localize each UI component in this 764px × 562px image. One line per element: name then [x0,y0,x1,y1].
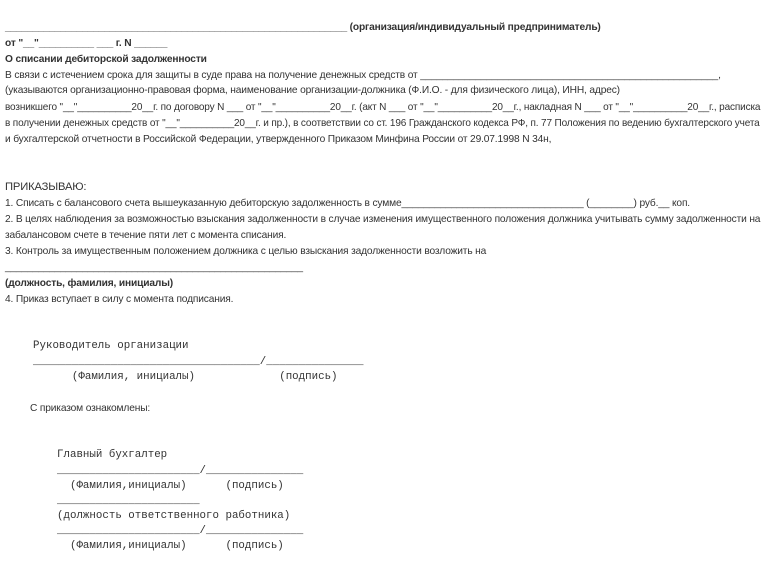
accountant-signature-line: ______________________/_______________ [57,465,304,477]
order-date-number-line: от "__"__________ ___ г. N ______ [5,38,168,49]
preamble-line-3: возникшего "__"__________20__г. по договору N ___ от "__"__________20__г. (акт N ___ от "__"__________20__г., накладная N ___ от "__"__________20__г., расписка [5,102,761,113]
acquainted-label: С приказом ознакомлены: [30,403,151,414]
order-item-2-line-2: забалансовом счете в течение пяти лет с момента списания. [5,230,287,241]
responsible-person-blank: ______________________________________________________ [5,262,303,273]
preamble-line-5: и бухгалтерской отчетности в Российской Федерации, утвержденного Приказом Минфина России от 29.07.1998 N 34н, [5,134,552,145]
preamble-line-2: (указываются организационно-правовая форма, наименование организации-должника (Ф.И.О. - для физического лица), ИНН, адрес) [5,85,620,96]
head-signature-line: ___________________________________/_______________ [33,356,364,368]
organization-line: ______________________________________________________________ (организация/индивидуальный предприниматель) [5,22,601,33]
accountant-signature-caption: (Фамилия,инициалы) (подпись) [57,480,284,492]
document-title: О списании дебиторской задолженности [5,54,207,65]
order-item-2-line-1: 2. В целях наблюдения за возможностью взыскания задолженности в случае изменения имущественного положения должника учитывать сумму задолженности на [5,214,761,225]
worker-signature-line: ______________________/_______________ [57,525,304,537]
order-heading: ПРИКАЗЫВАЮ: [5,181,87,193]
position-caption: (должность, фамилия, инициалы) [5,278,173,289]
order-item-3: 3. Контроль за имущественным положением должника с целью взыскания задолженности возложить на [5,246,487,257]
head-signature-caption: (Фамилия, инициалы) (подпись) [33,371,338,383]
order-item-1: 1. Списать с балансового счета вышеуказанную дебиторскую задолженность в сумме_________________________________ (________) руб.__ коп. [5,198,690,209]
worker-signature-caption: (Фамилия,инициалы) (подпись) [57,540,284,552]
worker-position-blank: ______________________ [57,495,200,507]
preamble-line-1: В связи с истечением срока для защиты в суде права на получение денежных средств от ______________________________________________________, [5,70,721,81]
head-of-organization-title: Руководитель организации [33,340,189,352]
preamble-line-4: в получении денежных средств от "__"__________20__г. и пр.), в соответствии со ст. 196 Гражданского кодекса РФ, п. 77 Положения по ведению бухгалтерского учета [5,118,760,129]
chief-accountant-title: Главный бухгалтер [57,449,168,461]
order-item-4: 4. Приказ вступает в силу с момента подписания. [5,294,234,305]
worker-position-caption: (должность ответственного работника) [57,510,291,522]
